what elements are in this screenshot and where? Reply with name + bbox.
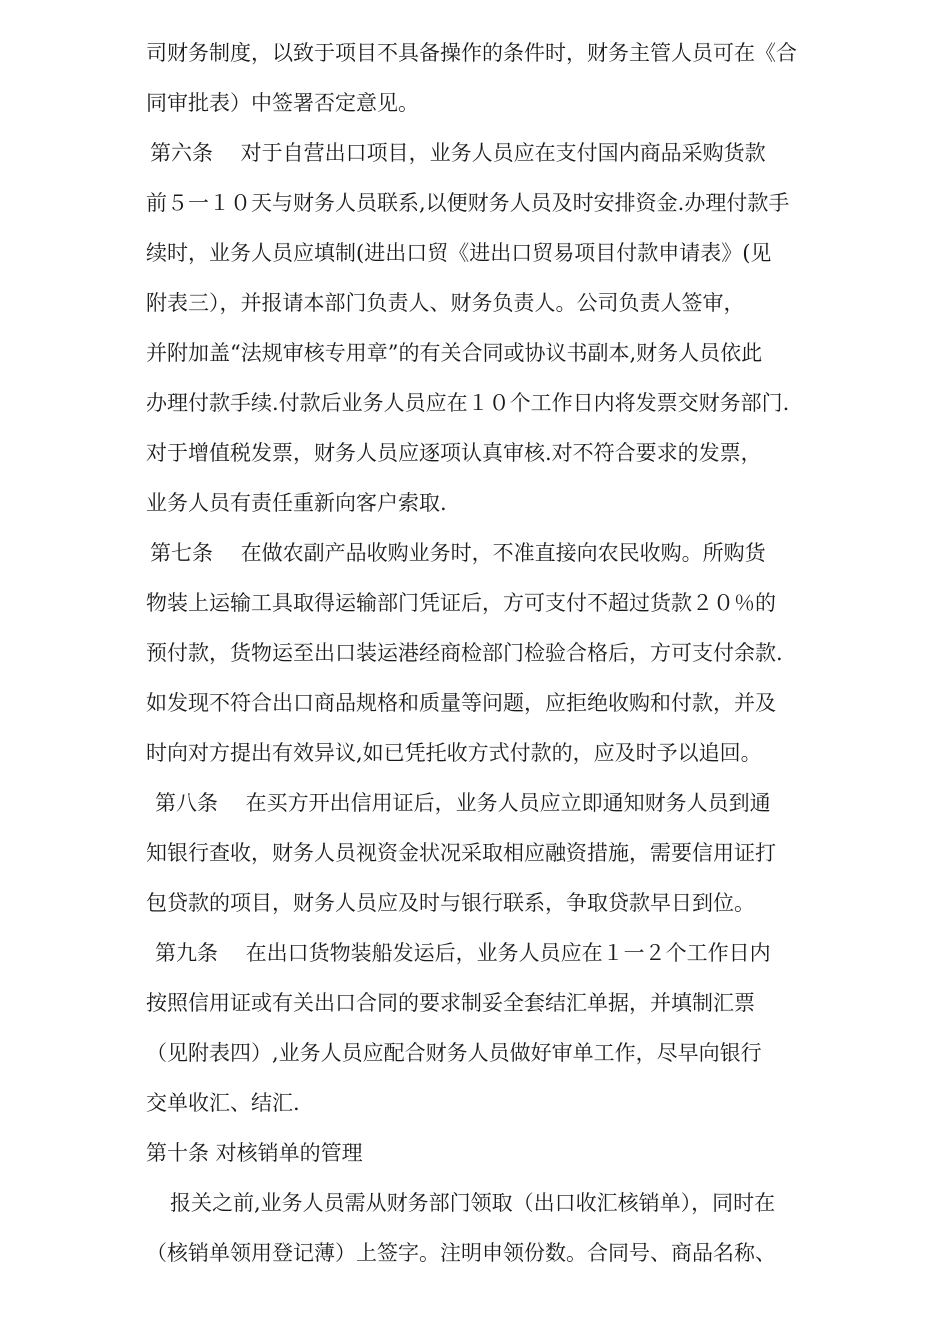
text-line: 知银行查收，财务人员视资金状况采取相应融资措施，需要信用证打 [146,841,776,865]
article-10-heading: 第十条 对核销单的管理 [146,1141,363,1165]
text-line: 附表三），并报请本部门负责人、财务负责人。公司负责人签审， [146,291,745,315]
text-line: 预付款，货物运至出口装运港经商检部门检验合格后，方可支付余款. [146,641,783,665]
text-line: 对于增值税发票，财务人员应逐项认真审核.对不符合要求的发票， [146,441,762,465]
article-9-heading-line: 第九条 在出口货物装船发运后，业务人员应在１一２个工作日内 [155,941,771,965]
text-line: 业务人员有责任重新向客户索取. [146,491,447,515]
text-line: 时向对方提出有效异议,如已凭托收方式付款的，应及时予以追回。 [146,741,762,765]
text-line: （见附表四）,业务人员应配合财务人员做好审单工作，尽早向银行 [146,1041,762,1065]
text-line: 前５一１０天与财务人员联系,以便财务人员及时安排资金.办理付款手 [146,191,790,215]
article-6-heading-line: 第六条 对于自营出口项目，业务人员应在支付国内商品采购货款 [150,141,766,165]
text-line: 办理付款手续.付款后业务人员应在１０个工作日内将发票交财务部门. [146,391,790,415]
article-8-heading-line: 第八条 在买方开出信用证后，业务人员应立即通知财务人员到通 [155,791,771,815]
text-line: 续时，业务人员应填制(进出口贸《进出口贸易项目付款申请表》(见 [146,241,772,265]
text-line: 并附加盖“法规审核专用章”的有关合同或协议书副本,财务人员依此 [146,341,763,365]
text-line: 包贷款的项目，财务人员应及时与银行联系，争取贷款早日到位。 [146,891,755,915]
text-line: 按照信用证或有关出口合同的要求制妥全套结汇单据，并填制汇票 [146,991,755,1015]
article-7-heading-line: 第七条 在做农副产品收购业务时，不准直接向农民收购。所购货 [150,541,766,565]
paragraph-first-line: 报关之前,业务人员需从财务部门领取（出口收汇核销单），同时在 [170,1191,776,1215]
text-line: 同审批表）中签署否定意见。 [146,91,419,115]
text-line: 物装上运输工具取得运输部门凭证后，方可支付不超过货款２０％的 [146,591,776,615]
text-line: 如发现不符合出口商品规格和质量等问题，应拒绝收购和付款，并及 [146,691,776,715]
text-line: 司财务制度，以致于项目不具备操作的条件时，财务主管人员可在《合 [146,41,797,65]
text-line: （核销单领用登记薄）上签字。注明申领份数。合同号、商品名称、 [146,1241,776,1265]
text-line: 交单收汇、结汇. [146,1091,300,1115]
